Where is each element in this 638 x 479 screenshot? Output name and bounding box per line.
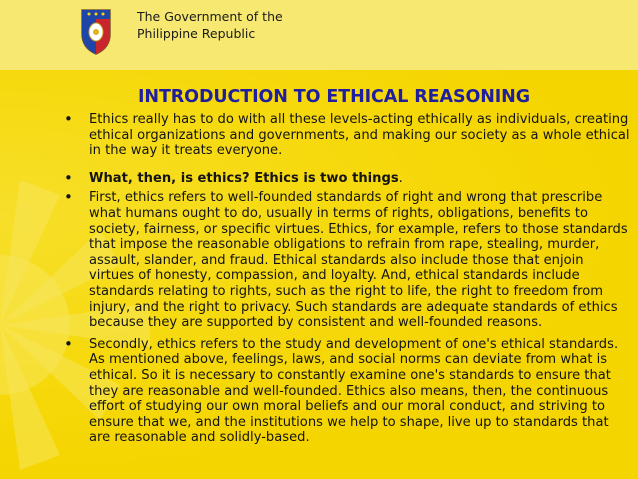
list-item bbox=[62, 112, 632, 159]
bullet-text-2: What, then, is ethics? Ethics is two things bbox=[89, 170, 399, 186]
bullet-icon: • bbox=[64, 168, 73, 187]
bullet-icon: • bbox=[64, 110, 73, 128]
bullet-text-1: Ethics really has to do with all these levels-acting ethically as individuals, creating ethical organizations and governments, and making our society as a whole ethical in the way it treats everyone. bbox=[89, 112, 630, 159]
government-line-2: Philippine Republic bbox=[137, 26, 256, 41]
government-line-1: The Government of the bbox=[137, 9, 283, 24]
slide-title: INTRODUCTION TO ETHICAL REASONING bbox=[138, 87, 530, 107]
list-item bbox=[62, 168, 632, 187]
bullet-text-3: First, ethics refers to well-founded standards of right and wrong that prescribe what humans ought to do, usually in terms of rights, obligations, benefits to society, fairness, or specific virtues. Ethics, for example, refers to those standards that impose the reasonable obligations to refrain from rape, stealing, murder, assault, slander, and fraud. Ethical standards also include those that enjoin virtues of honesty, compassion, and loyalty. And, ethical standards include standards relating to rights, such as the right to life, the right to freedom from injury, and the right to privacy. Such standards are adequate standards of ethics because they are supported by consistent and well-founded reasons. bbox=[89, 190, 628, 331]
list-item bbox=[62, 334, 632, 446]
bullet-list bbox=[62, 112, 632, 446]
government-name bbox=[137, 8, 283, 42]
bullet-icon: • bbox=[64, 188, 73, 207]
list-item bbox=[62, 190, 632, 330]
seal-icon bbox=[76, 4, 116, 56]
bullet-text-4: Secondly, ethics refers to the study and development of one's ethical standards. As mentioned above, feelings, laws, and social norms can deviate from what is ethical. So it is necessary to constantly examine one's standards to ensure that they are reasonable and well-founded. Ethics also means, then, the continuous effort of studying our own moral beliefs and our moral conduct, and striving to ensure that we, and the institutions we help to shape, live up to standards that are reasonable and solidly-based. bbox=[89, 336, 619, 446]
bullet-text-2-period: . bbox=[398, 170, 403, 186]
bullet-icon: • bbox=[64, 334, 73, 353]
